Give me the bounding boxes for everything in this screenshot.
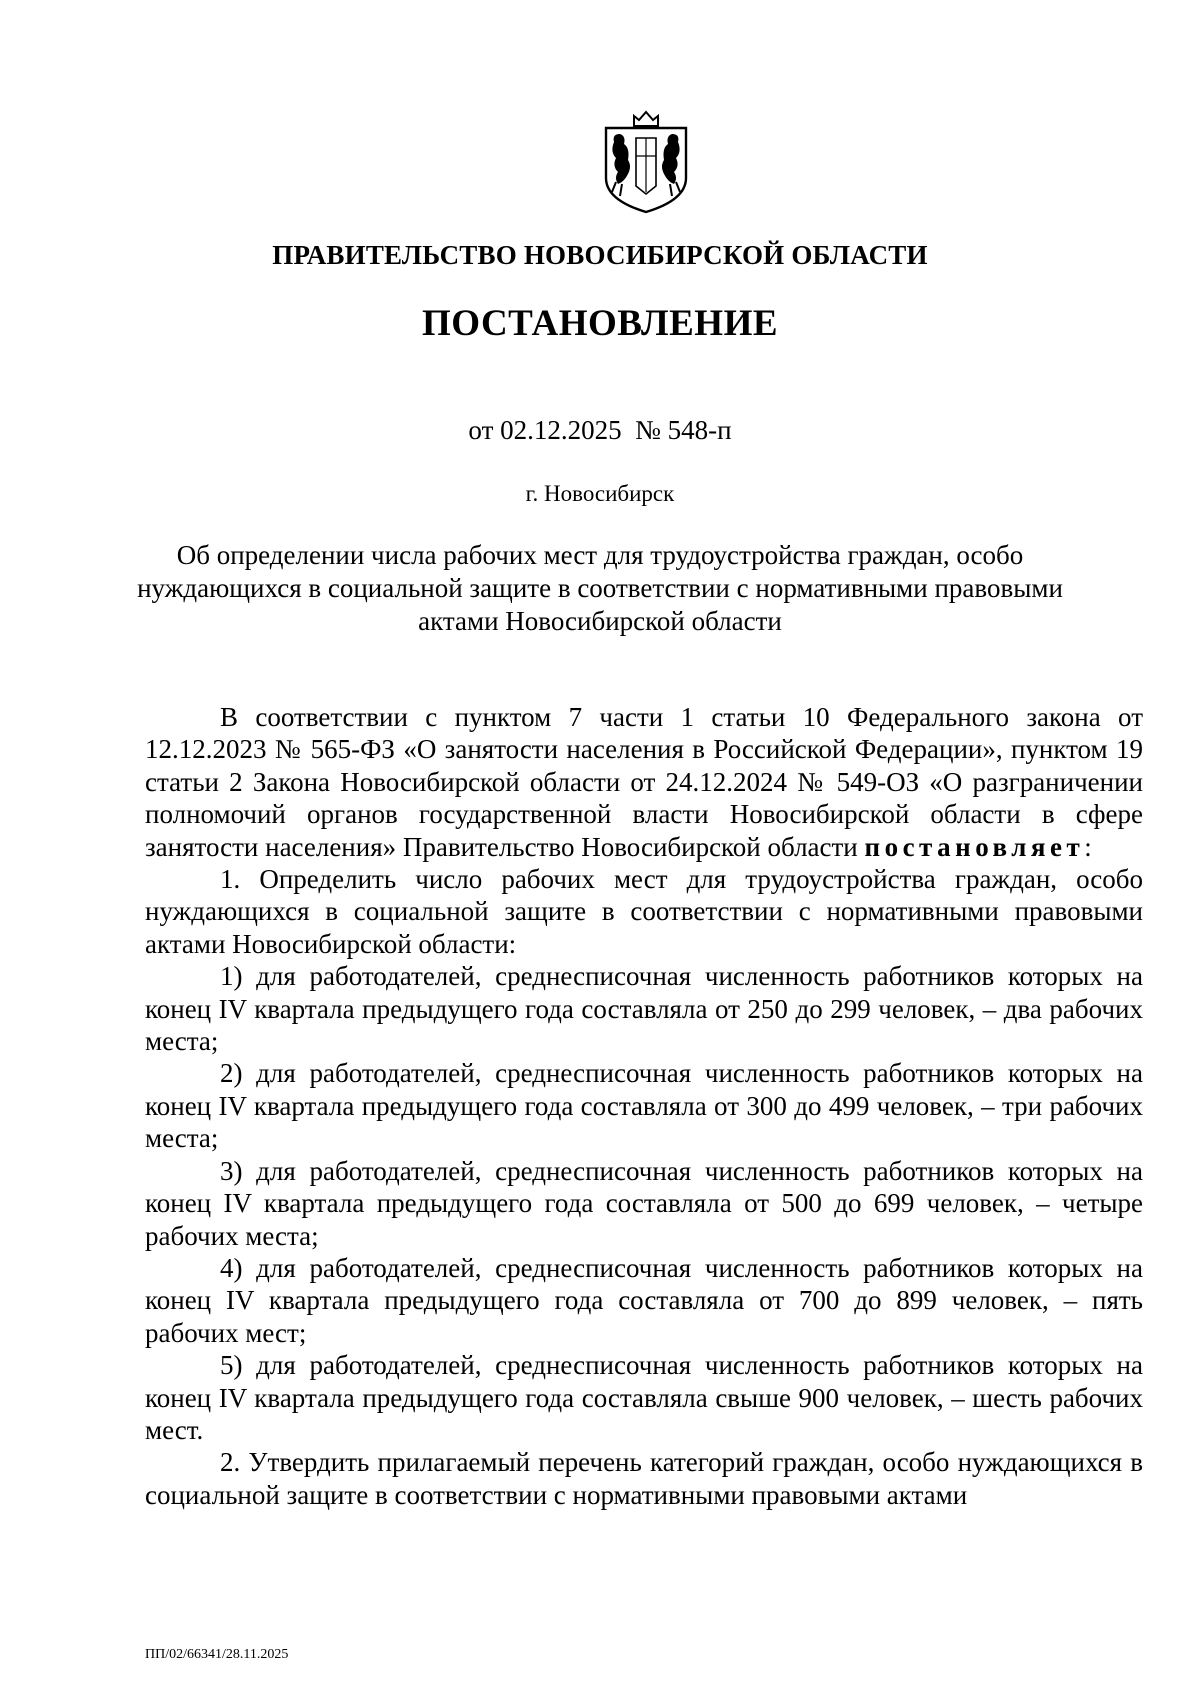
document-body (145, 701, 1143, 1511)
body-paragraph: 1) для работодателей, среднесписочная численность работников которых на конец IV квартала предыдущего года составляла от 250 до 299 человек, – два рабочих места; (145, 961, 1143, 1057)
preamble-text: В соответствии с пунктом 7 части 1 статьи 10 Федерального закона от 12.12.2023 № 565-ФЗ «О занятости населения в Российской Федерации», пунктом 19 статьи 2 Закона Новосибирской области от 24.12.2024 № 549-ОЗ «О разграничении полномочий органов государственной власти Новосибирской области в сфере занятости населения» Правительство Новосибирской области (145, 702, 1143, 862)
date-number-text: от 02.12.2025 № 548-п (468, 415, 732, 445)
heading-line: актами Новосибирской области (418, 606, 782, 636)
resolves-word: постановляет (864, 831, 1085, 862)
document-city: г. Новосибирск (525, 481, 675, 506)
body-paragraph: 1. Определить число рабочих мест для трудоустройства граждан, особо нуждающихся в социальной защите в соответствии с нормативными правовыми актами Новосибирской области: (145, 864, 1143, 959)
novosibirsk-coat-of-arms-icon (600, 108, 692, 216)
preamble-paragraph (145, 701, 1143, 863)
document-type-title: ПОСТАНОВЛЕНИЕ (421, 303, 779, 344)
body-paragraph: 4) для работодателей, среднесписочная численность работников которых на конец IV квартала предыдущего года составляла от 700 до 899 человек, – пять рабочих мест; (145, 1252, 1143, 1348)
document-heading (100, 539, 1100, 638)
heading-line: нуждающихся в социальной защите в соответствии с нормативными правовыми (137, 573, 1063, 603)
body-paragraph: 5) для работодателей, среднесписочная численность работников которых на конец IV квартала предыдущего года составляла свыше 900 человек, – шесть рабочих мест. (145, 1350, 1143, 1445)
heading-line: Об определении числа рабочих мест для трудоустройства граждан, особо (176, 540, 1024, 570)
body-paragraph: 2) для работодателей, среднесписочная численность работников которых на конец IV квартала предыдущего года составляла от 300 до 499 человек, – три рабочих места; (145, 1058, 1143, 1154)
footer-document-code: ПП/02/66341/28.11.2025 (145, 1647, 289, 1662)
government-title: ПРАВИТЕЛЬСТВО НОВОСИБИРСКОЙ ОБЛАСТИ (272, 240, 928, 270)
resolves-colon: : (1084, 831, 1092, 862)
body-paragraph: 2. Утвердить прилагаемый перечень категорий граждан, особо нуждающихся в социальной защите в соответствии с нормативными правовыми актами (145, 1447, 1143, 1510)
body-paragraph: 3) для работодателей, среднесписочная численность работников которых на конец IV квартала предыдущего года составляла от 500 до 699 человек, – четыре рабочих места; (145, 1155, 1143, 1251)
document-date-number (0, 414, 1200, 446)
coat-of-arms-emblem (600, 108, 692, 216)
